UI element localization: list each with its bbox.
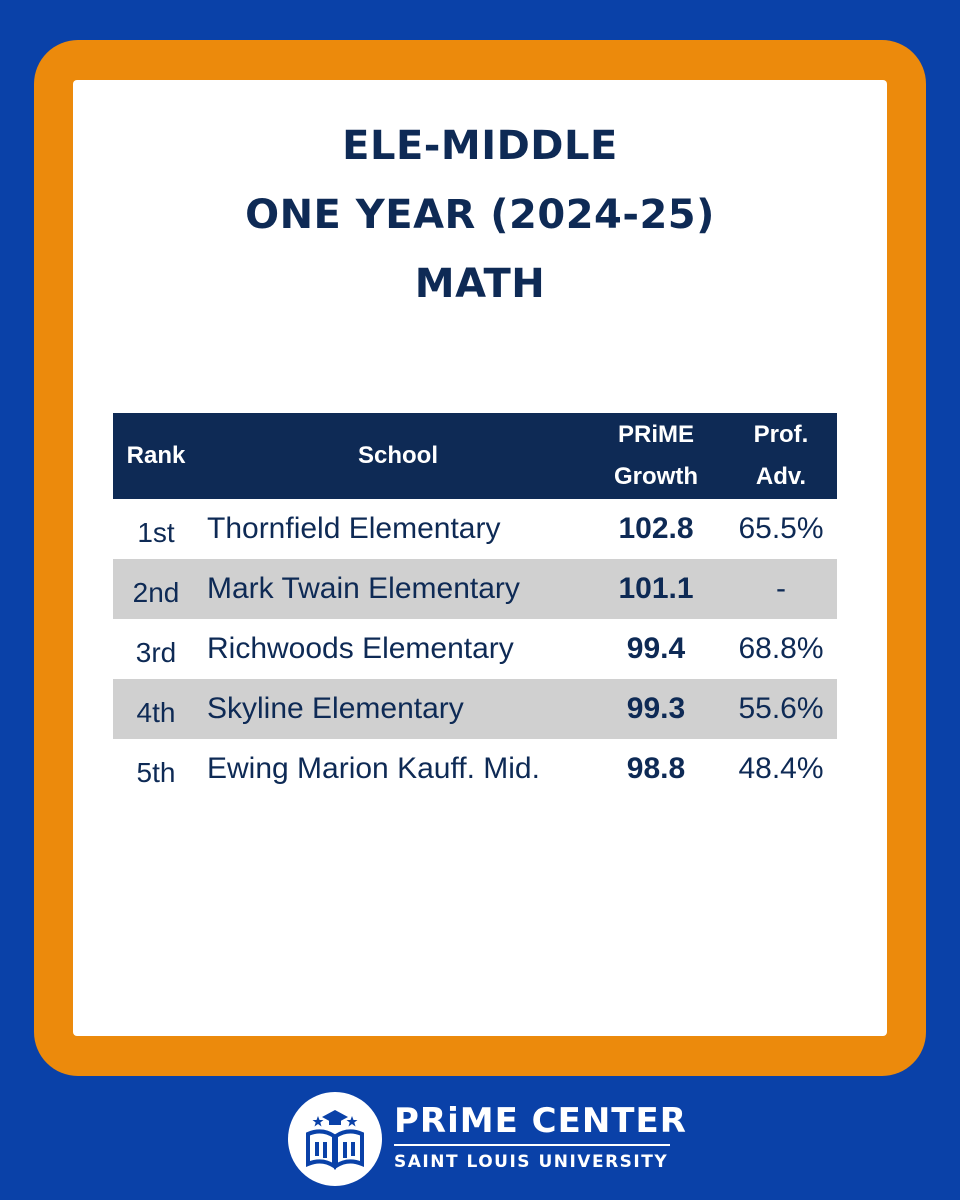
table-row bbox=[113, 559, 837, 619]
row-school: Skyline Elementary bbox=[207, 692, 464, 725]
row-rank: 3rd bbox=[135, 637, 177, 668]
header-prof-line-1: Prof. bbox=[753, 421, 809, 448]
table-row bbox=[113, 739, 837, 799]
header-growth bbox=[597, 413, 715, 499]
header-school: School bbox=[357, 442, 438, 469]
rankings-table bbox=[113, 413, 837, 799]
header-growth-line-2: Growth bbox=[614, 463, 698, 490]
header-prof-line-2: Adv. bbox=[755, 463, 807, 490]
table-header bbox=[113, 413, 837, 499]
row-growth: 99.3 bbox=[626, 692, 686, 725]
row-prof: 48.4% bbox=[738, 752, 824, 785]
row-growth: 101.1 bbox=[618, 572, 694, 605]
row-growth: 102.8 bbox=[618, 512, 694, 545]
brand-name: PRiME CENTER bbox=[394, 1101, 687, 1141]
row-rank: 4th bbox=[136, 697, 176, 728]
page-title bbox=[0, 112, 960, 319]
row-rank: 2nd bbox=[132, 577, 180, 608]
row-rank: 1st bbox=[137, 517, 175, 548]
header-rank: Rank bbox=[126, 442, 186, 469]
table-row bbox=[113, 679, 837, 739]
row-rank: 5th bbox=[136, 757, 176, 788]
brand-wordmark bbox=[394, 1102, 687, 1172]
table-row bbox=[113, 499, 837, 559]
brand-divider bbox=[394, 1144, 670, 1146]
header-growth-line-1: PRiME bbox=[617, 421, 694, 448]
row-growth: 98.8 bbox=[626, 752, 686, 785]
row-school: Ewing Marion Kauff. Mid. bbox=[207, 752, 540, 785]
title-line-1: ELE-MIDDLE bbox=[342, 123, 618, 169]
book-graduation-cap-icon bbox=[288, 1092, 382, 1186]
row-prof: 65.5% bbox=[738, 512, 824, 545]
row-school: Thornfield Elementary bbox=[207, 512, 501, 545]
row-prof: - bbox=[776, 572, 786, 605]
title-line-3: MATH bbox=[414, 261, 546, 307]
brand-subtitle: SAINT LOUIS UNIVERSITY bbox=[394, 1152, 669, 1172]
title-line-2: ONE YEAR (2024-25) bbox=[245, 192, 715, 238]
row-growth: 99.4 bbox=[626, 632, 686, 665]
table-row bbox=[113, 619, 837, 679]
row-prof: 55.6% bbox=[738, 692, 824, 725]
row-school: Mark Twain Elementary bbox=[207, 572, 520, 605]
header-prof bbox=[725, 413, 837, 499]
row-prof: 68.8% bbox=[738, 632, 824, 665]
row-school: Richwoods Elementary bbox=[207, 632, 514, 665]
